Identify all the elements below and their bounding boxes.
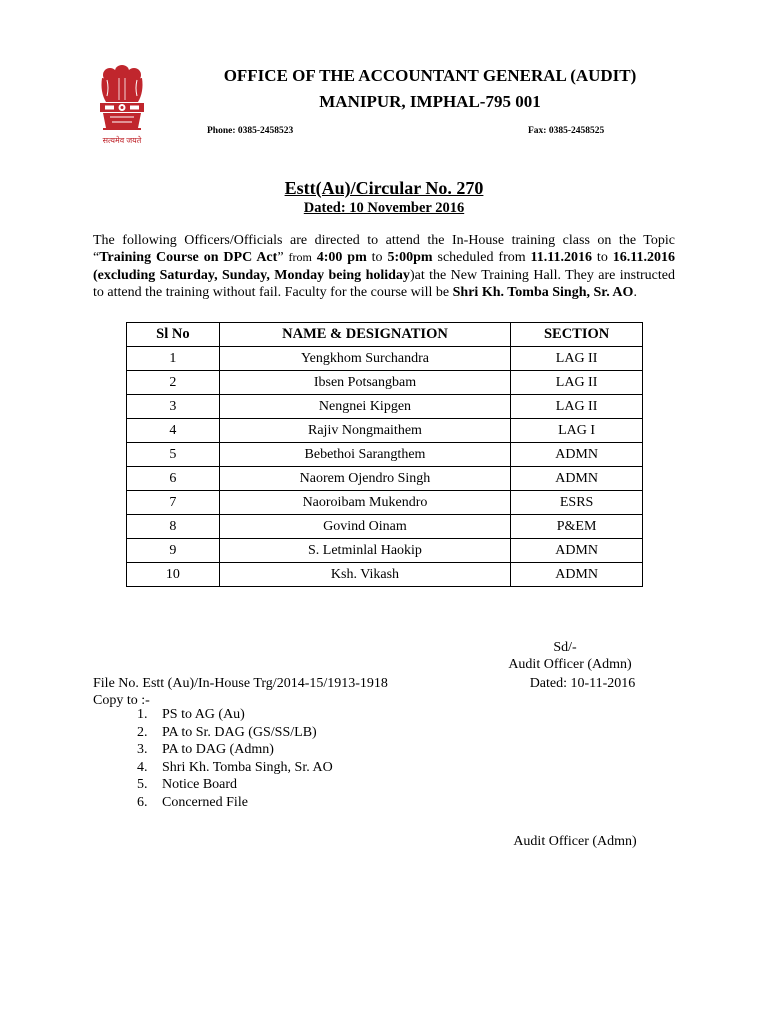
name-cell: Ksh. Vikash [219,563,510,587]
end-time: 5:00pm [387,250,433,266]
name-cell: Rajiv Nongmaithem [219,419,510,443]
section-cell: LAG II [511,395,643,419]
section-cell: ADMN [511,443,643,467]
list-item: 4. Shri Kh. Tomba Singh, Sr. AO [137,759,333,775]
header-sl-no: Sl No [127,323,220,347]
phone-number: Phone: 0385-2458523 [207,126,294,136]
signatory-designation: Audit Officer (Admn) [508,657,632,672]
name-cell: S. Letminlal Haokip [219,539,510,563]
sl-no-cell: 7 [127,491,220,515]
participants-table [126,322,643,587]
name-cell: Ibsen Potsangbam [219,371,510,395]
sl-no-cell: 10 [127,563,220,587]
emblem-motto: सत्यमेव जयते [102,136,142,145]
table-row [127,371,643,395]
name-cell: Nengnei Kipgen [219,395,510,419]
name-cell: Bebethoi Sarangthem [219,443,510,467]
circular-date: Dated: 10 November 2016 [303,200,465,216]
table-row [127,563,643,587]
list-item: 6. Concerned File [137,794,248,810]
circular-title: Estt(Au)/Circular No. 270 [284,178,484,198]
table-row [127,395,643,419]
list-item: 5. Notice Board [137,777,238,793]
table-header-row [127,323,643,347]
sl-no-cell: 3 [127,395,220,419]
fax-number: Fax: 0385-2458525 [528,126,605,136]
list-item: 1. PS to AG (Au) [137,707,245,722]
sl-no-cell: 4 [127,419,220,443]
copy-to-list [137,706,333,812]
copy-to-label: Copy to :- [93,693,150,708]
circular-body: The following Officers/Officials are directed to attend the In-House training class on the Topic “Training Course on DPC Act” from 4:00 pm to 5:00pm scheduled from 11.11.2016 to 16.11.2016 (excluding Saturday, Sunday, Monday being holiday)at the New Training Hall. They are instructed to attend the training without fail. Faculty for the course will be Shri Kh. Tomba Singh, Sr. AO. [93,233,675,300]
end-date: 16.11.2016 [612,250,675,266]
sl-no-cell: 6 [127,467,220,491]
course-name: Training Course on DPC Act [99,250,278,266]
name-cell: Yengkhom Surchandra [219,347,510,371]
header-section: SECTION [511,323,643,347]
name-cell: Naoroibam Mukendro [219,491,510,515]
list-item: 3. PA to DAG (Admn) [137,742,274,758]
signature-sd: Sd/- [553,640,577,655]
table-row [127,467,643,491]
sl-no-cell: 5 [127,443,220,467]
section-cell: ESRS [511,491,643,515]
table-row [127,347,643,371]
start-date: 11.11.2016 [530,250,593,266]
list-item: 2. PA to Sr. DAG (GS/SS/LB) [137,724,317,740]
table-row [127,491,643,515]
section-cell: ADMN [511,467,643,491]
name-cell: Govind Oinam [219,515,510,539]
table-row [127,419,643,443]
office-name: OFFICE OF THE ACCOUNTANT GENERAL (AUDIT) [223,66,637,85]
signature-date: Dated: 10-11-2016 [529,676,636,691]
sl-no-cell: 9 [127,539,220,563]
section-cell: ADMN [511,563,643,587]
header-name-designation: NAME & DESIGNATION [219,323,510,347]
section-cell: ADMN [511,539,643,563]
section-cell: LAG II [511,347,643,371]
table-row [127,515,643,539]
holiday-note: (excluding Saturday, Sunday, Monday being holiday [93,267,410,283]
start-time: 4:00 pm [316,250,367,266]
section-cell: P&EM [511,515,643,539]
sl-no-cell: 8 [127,515,220,539]
section-cell: LAG I [511,419,643,443]
table-row [127,443,643,467]
faculty-name: Shri Kh. Tomba Singh, Sr. AO [452,284,634,300]
footer-signatory: Audit Officer (Admn) [513,834,637,849]
section-cell: LAG II [511,371,643,395]
file-number: File No. Estt (Au)/In-House Trg/2014-15/1913-1918 [93,676,388,691]
sl-no-cell: 2 [127,371,220,395]
name-cell: Naorem Ojendro Singh [219,467,510,491]
office-address: MANIPUR, IMPHAL-795 001 [319,92,541,111]
table-row [127,539,643,563]
sl-no-cell: 1 [127,347,220,371]
